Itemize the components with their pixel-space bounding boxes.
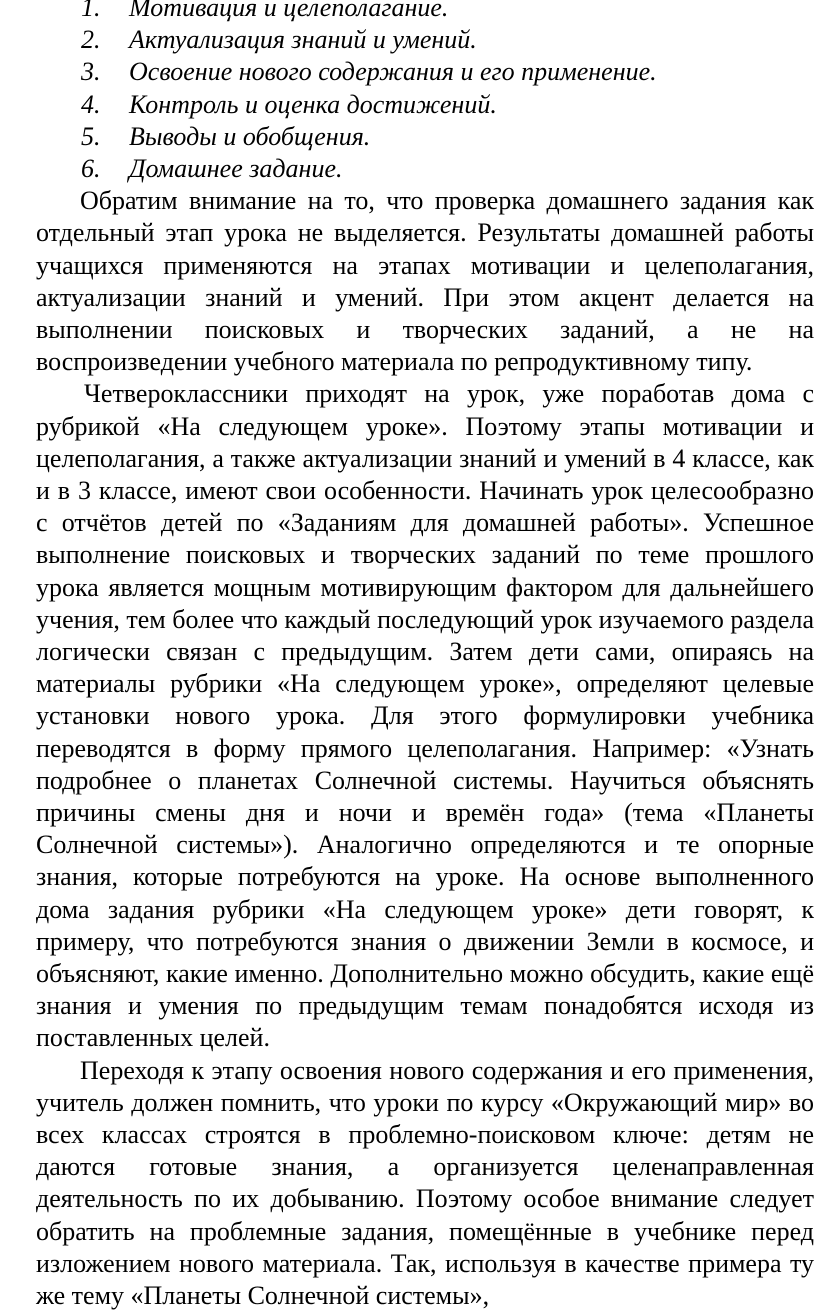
list-item-text: Контроль и оценка достижений.: [129, 89, 497, 119]
list-item-text: Освоение нового содержания и его применение.: [129, 57, 657, 87]
list-item-number: 5.: [81, 121, 101, 151]
list-item: [36, 89, 814, 121]
list-item-text: Выводы и обобщения.: [129, 121, 371, 151]
list-item: [36, 0, 814, 24]
list-item-number: 1.: [81, 0, 101, 22]
list-item-number: 3.: [81, 57, 101, 87]
list-item: [36, 121, 814, 153]
paragraph-homework-check: Обратим внимание на то, что проверка домашнего задания как отдельный этап урока не выделяется. Результаты домашней работы учащихся применяются на этапах мотивации и целеполагания, актуализации знаний и умений. При этом акцент делается на выполнении поисковых и творческих заданий, а не на воспроизведении учебного материала по репродуктивному типу.: [36, 186, 814, 377]
list-item: [36, 24, 814, 56]
list-item-text: Домашнее задание.: [129, 153, 343, 183]
list-item-number: 6.: [81, 153, 101, 183]
list-item-number: 2.: [81, 25, 101, 55]
list-item: [36, 153, 814, 185]
document-page: [36, 0, 814, 1312]
paragraph-fourth-graders: Четвероклассники приходят на урок, уже поработав дома с рубрикой «На следующем уроке». Поэтому этапы мотивации и целеполагания, а также актуализации знаний и умений в 4 классе, как и в 3 классе, имеют свои особенности. Начинать урок целесообразно с отчётов детей по «Заданиям для домашней работы». Успешное выполнение поисковых и творческих заданий по теме прошлого урока является мощным мотивирующим фактором для дальнейшего учения, тем более что каждый последующий урок изучаемого раздела логически связан с предыдущим. Затем дети сами, опираясь на материалы рубрики «На следующем уроке», определяют целевые установки нового урока. Для этого формулировки учебника переводятся в форму прямого целеполагания. Например: «Узнать подробнее о планетах Солнечной системы. Научиться объяснять причины смены дня и ночи и времён года» (тема «Планеты Солнечной системы»). Аналогично определяются и те опорные знания, которые потребуются на уроке. На основе выполненного дома задания рубрики «На следующем уроке» дети говорят, к примеру, что потребуются знания о движении Земли в космосе, и объясняют, какие именно. Дополнительно можно обсудить, какие ещё знания и умения по предыдущим темам понадобятся исходя из поставленных целей.: [36, 379, 814, 1053]
lesson-stages-list: [36, 0, 814, 185]
list-item-text: Актуализация знаний и умений.: [129, 25, 477, 55]
list-item-number: 4.: [81, 89, 101, 119]
list-item-text: Мотивация и целеполагание.: [129, 0, 449, 22]
paragraph-new-content: Переходя к этапу освоения нового содержания и его применения, учитель должен помнить, что уроки по курсу «Окружающий мир» во всех классах строятся в проблемно-поисковом ключе: детям не даются готовые знания, а организуется целенаправленная деятельность по их добыванию. Поэтому особое внимание следует обратить на проблемные задания, помещённые в учебнике перед изложением нового материала. Так, используя в качестве примера ту же тему «Планеты Солнечной системы»,: [36, 1055, 814, 1311]
list-item: [36, 56, 814, 88]
